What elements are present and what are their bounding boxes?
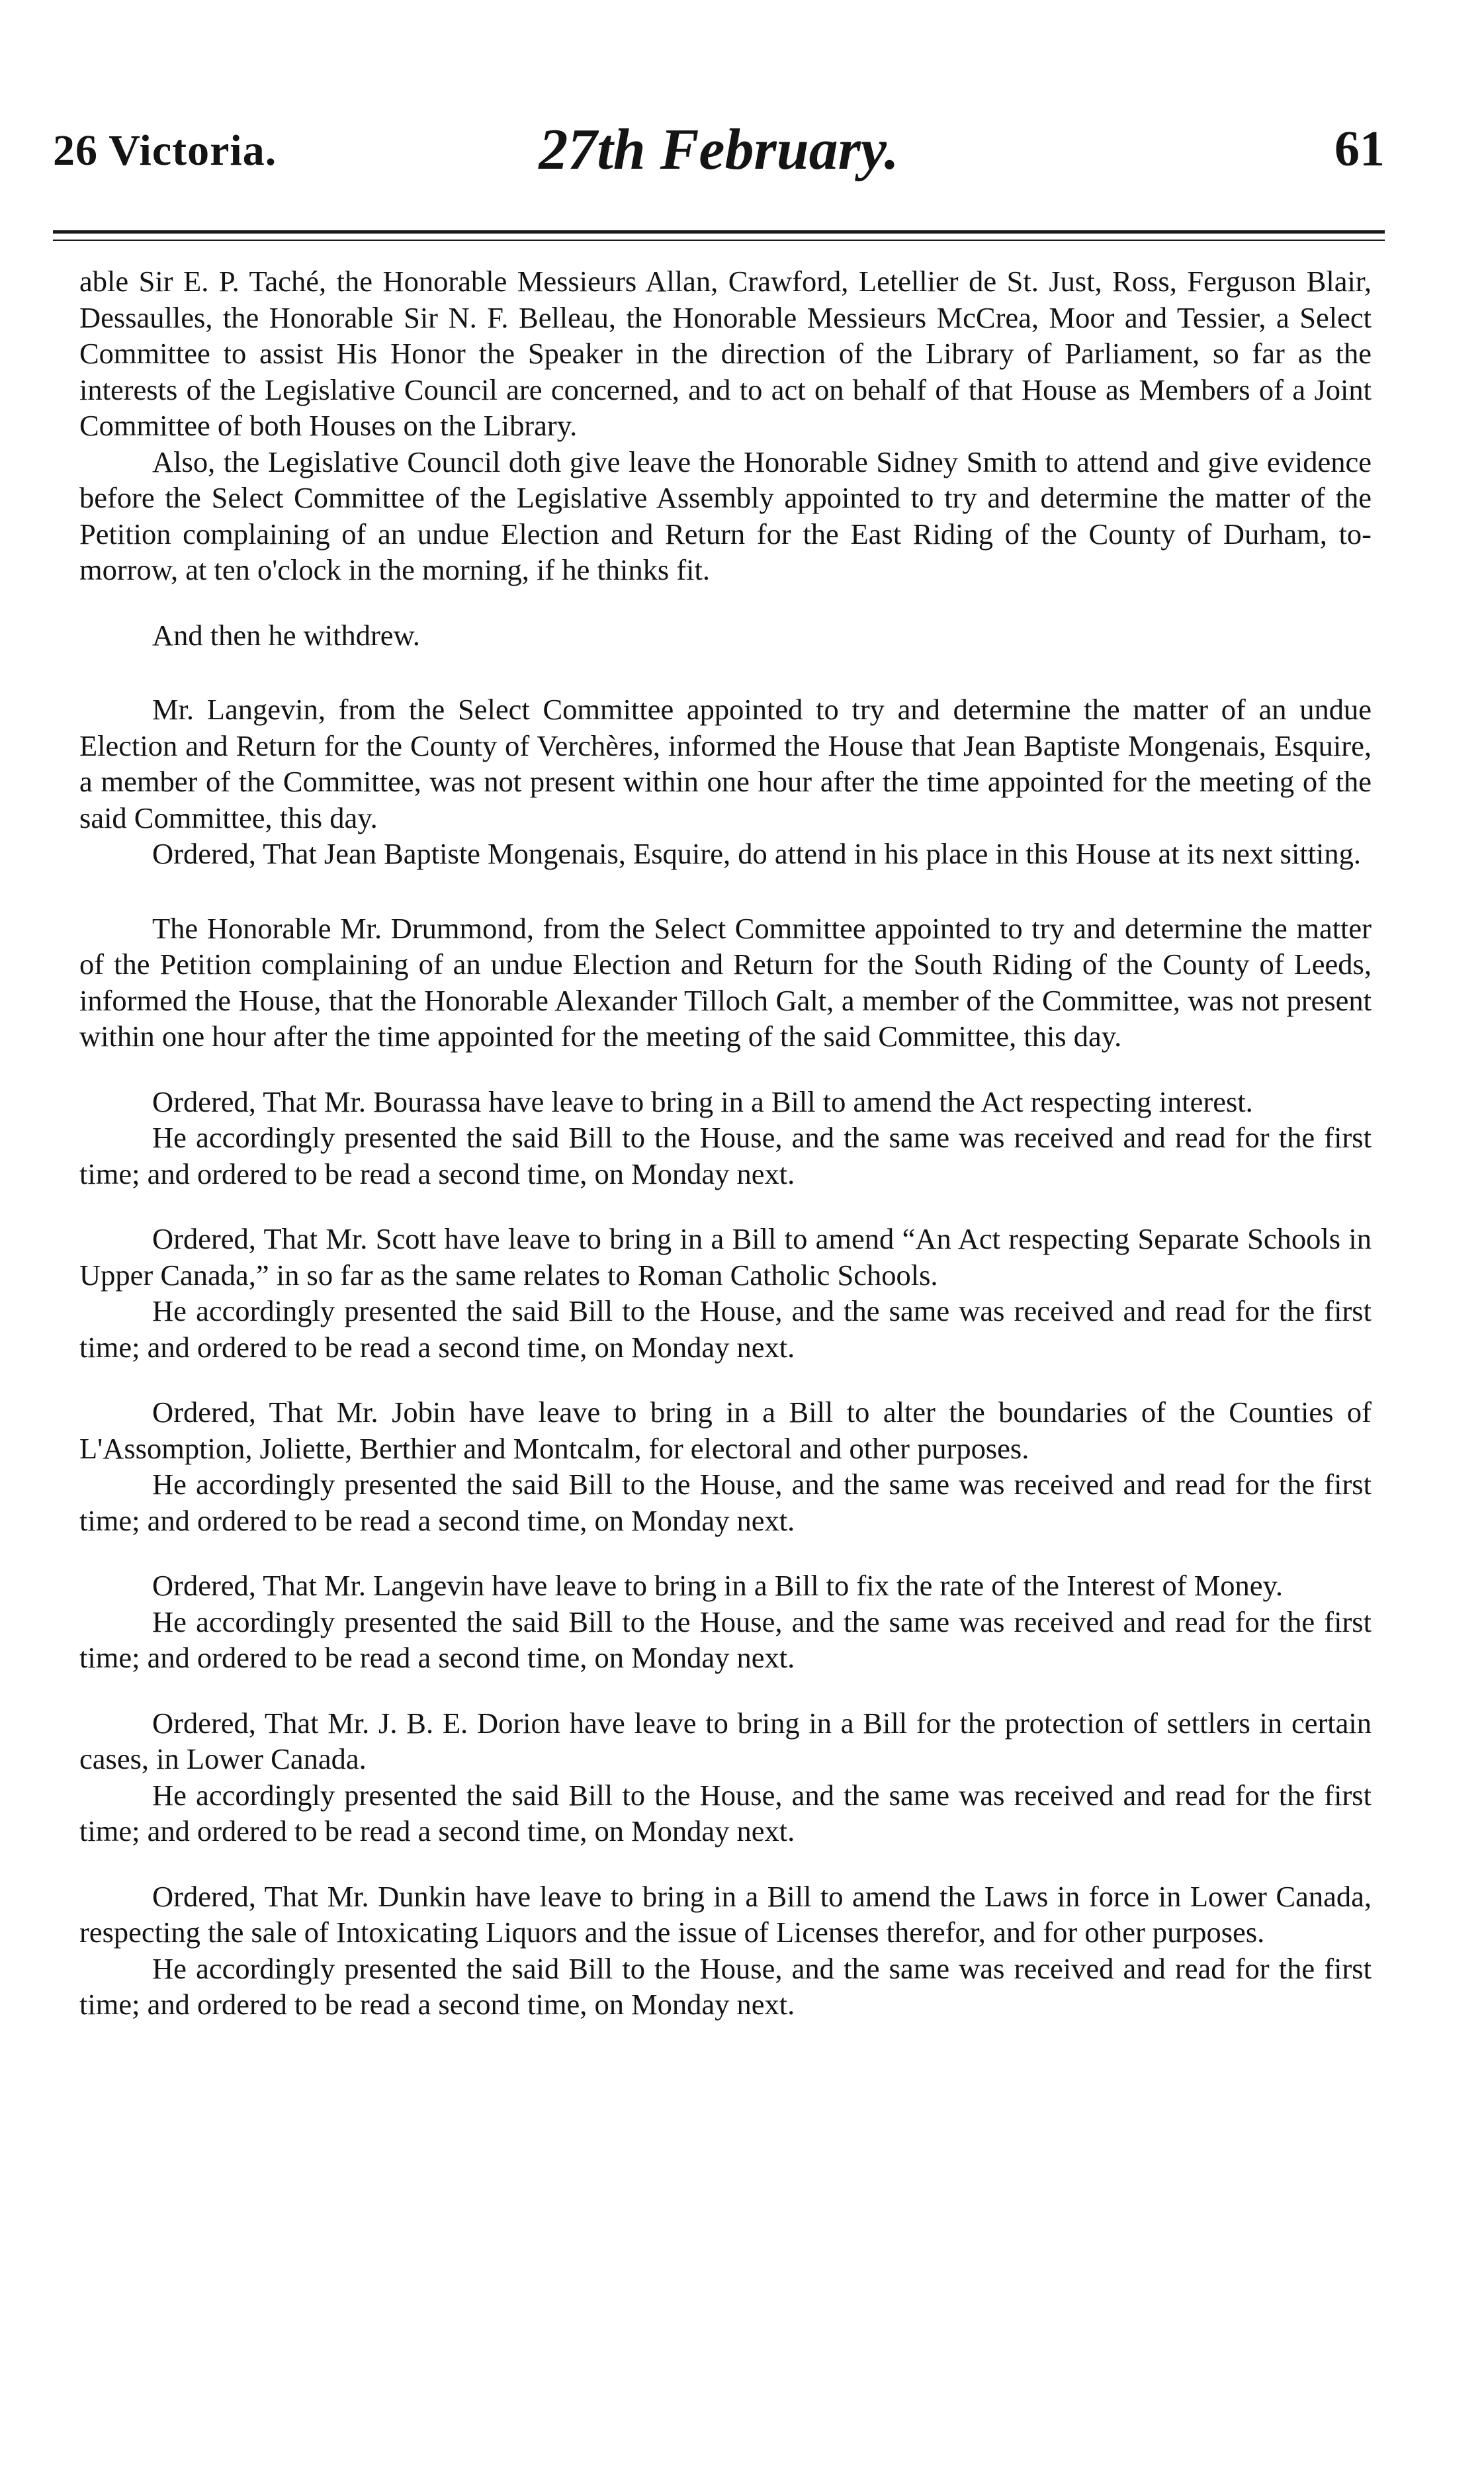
page-date: 27th February. [539, 118, 899, 182]
spacer [79, 1055, 1372, 1084]
paragraph-langevin-order: Ordered, That Mr. Langevin have leave to bring in a Bill to fix the rate of the Interest of Money. [152, 1569, 1284, 1602]
paragraph-scott-bill: He accordingly presented the said Bill to the House, and the same was received and read for the first time; and ordered to be read a second time, on Monday next. [79, 1294, 1372, 1364]
paragraph-dunkin-order: Ordered, That Mr. Dunkin have leave to bring in a Bill to amend the Laws in force in Lower Canada, respecting the sale of Intoxicating Liquors and the issue of Licenses therefor, and for other purposes. [79, 1879, 1372, 1949]
paragraph-dorion-bill: He accordingly presented the said Bill to the House, and the same was received and read for the first time; and ordered to be read a second time, on Monday next. [79, 1778, 1372, 1847]
paragraph-library-committee: able Sir E. P. Taché, the Honorable Messieurs Allan, Crawford, Letellier de St. Just, Ross, Ferguson Blair, Dessaulles, the Honorable Sir N. F. Belleau, the Honorable Messieurs McCrea, Moor and Tessier, a Select Committee to assist His Honor the Speaker in the direction of the Library of Parliament, so far as the interests of the Legislative Council are concerned, and to act on behalf of that House as Members of a Joint Committee of both Houses on the Library. [79, 265, 1372, 442]
spacer [79, 1538, 1372, 1568]
spacer [79, 1192, 1372, 1221]
paragraph-dunkin-bill: He accordingly presented the said Bill to the House, and the same was received and read for the first time; and ordered to be read a second time, on Monday next. [79, 1951, 1372, 2021]
page-number: 61 [1334, 121, 1385, 177]
paragraph-scott-order: Ordered, That Mr. Scott have leave to bring in a Bill to amend “An Act respecting Separate Schools in Upper Canada,” in so far as the same relates to Roman Catholic Schools. [79, 1222, 1372, 1292]
paragraph-jobin-bill: He accordingly presented the said Bill to the House, and the same was received and read for the first time; and ordered to be read a second time, on Monday next. [79, 1468, 1372, 1537]
paragraph-langevin-report: Mr. Langevin, from the Select Committee appointed to try and determine the matter of an undue Election and Return for the County of Verchères, informed the House that Jean Baptiste Mongenais, Esquire, a member of the Committee, was not present within one hour after the time appointed for the meeting of the said Committee, this day. [79, 693, 1372, 834]
spacer [79, 1365, 1372, 1394]
regnal-year: 26 Victoria. [53, 126, 277, 175]
spacer [79, 653, 1372, 691]
header-rule-thick [53, 230, 1385, 234]
paragraph-mongenais-order: Ordered, That Jean Baptiste Mongenais, Esquire, do attend in his place in this House at its next sitting. [152, 837, 1362, 870]
spacer [79, 588, 1372, 617]
spacer [79, 1676, 1372, 1705]
header-rule-thin [53, 240, 1385, 241]
paragraph-langevin-bill: He accordingly presented the said Bill to the House, and the same was received and read for the first time; and ordered to be read a second time, on Monday next. [79, 1605, 1372, 1674]
paragraph-dorion-order: Ordered, That Mr. J. B. E. Dorion have leave to bring in a Bill for the protection of settlers in certain cases, in Lower Canada. [79, 1706, 1372, 1775]
page-header [53, 119, 1385, 199]
journal-body [79, 263, 1372, 2023]
spacer [79, 1849, 1372, 1879]
paragraph-jobin-order: Ordered, That Mr. Jobin have leave to bring in a Bill to alter the boundaries of the Counties of L'Assomption, Joliette, Berthier and Montcalm, for electoral and other purposes. [79, 1396, 1372, 1465]
paragraph-withdrew: And then he withdrew. [152, 618, 420, 652]
paragraph-leave-smith: Also, the Legislative Council doth give leave the Honorable Sidney Smith to attend and give evidence before the Select Committee of the Legislative Assembly appointed to try and determine the matter of the Petition complaining of an undue Election and Return for the East Riding of the County of Durham, to-morrow, at ten o'clock in the morning, if he thinks fit. [79, 445, 1372, 586]
spacer [79, 872, 1372, 910]
paragraph-bourassa-bill: He accordingly presented the said Bill to the House, and the same was received and read for the first time; and ordered to be read a second time, on Monday next. [79, 1121, 1372, 1190]
paragraph-bourassa-order: Ordered, That Mr. Bourassa have leave to bring in a Bill to amend the Act respecting interest. [152, 1085, 1253, 1118]
paragraph-drummond-report: The Honorable Mr. Drummond, from the Select Committee appointed to try and determine the matter of the Petition complaining of an undue Election and Return for the South Riding of the County of Leeds, informed the House, that the Honorable Alexander Tilloch Galt, a member of the Committee, was not present within one hour after the time appointed for the meeting of the said Committee, this day. [79, 911, 1372, 1053]
